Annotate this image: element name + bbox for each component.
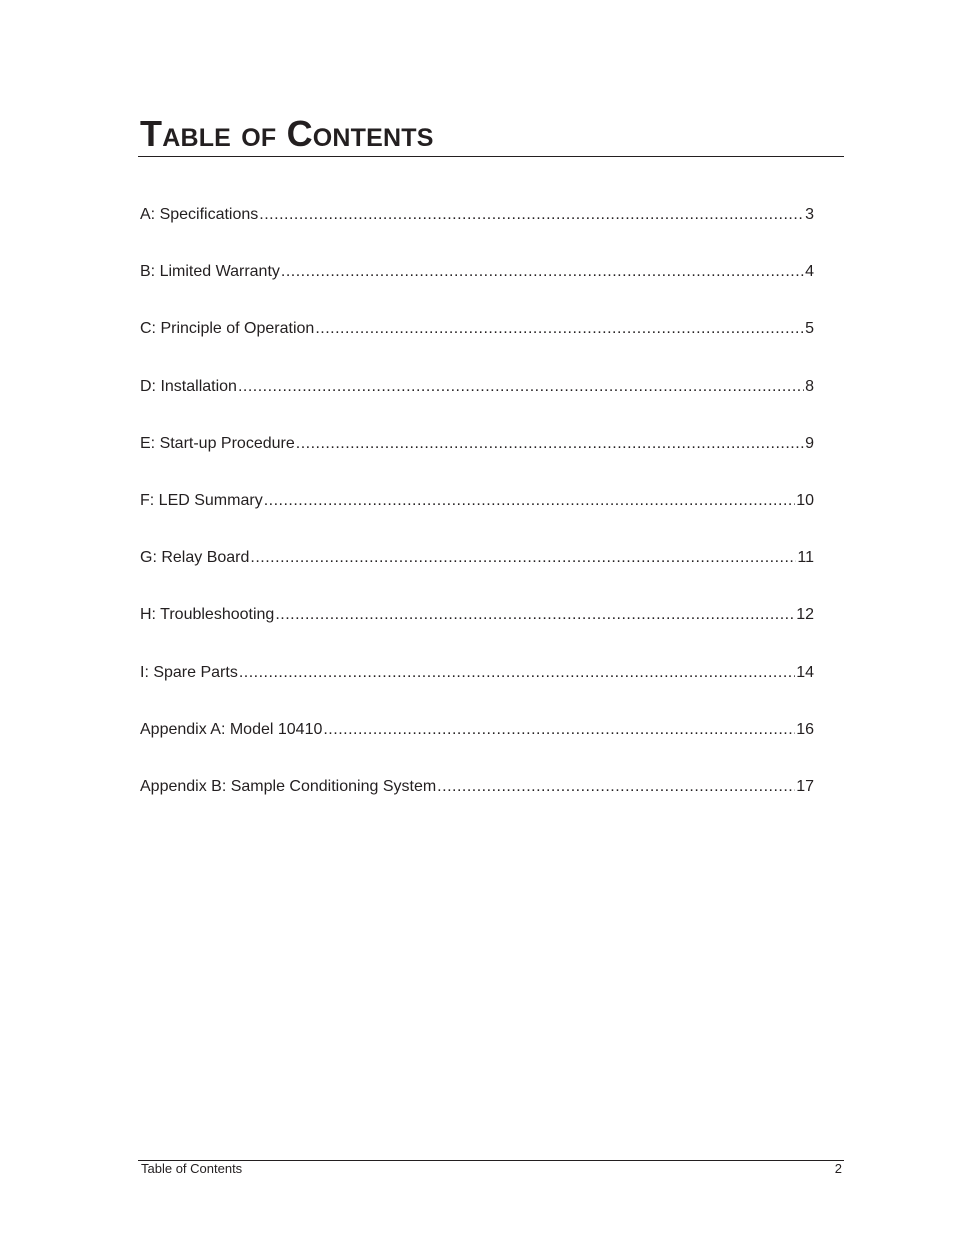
toc-entry-page: 5 [805,320,814,338]
toc-entry-page: 8 [805,377,814,395]
toc-entry-principle-of-operation[interactable] [140,315,814,372]
toc-entry-label: D: Installation [140,377,237,395]
toc-entry-label: G: Relay Board [140,549,250,567]
dot-leader [250,544,796,572]
toc-entry-page: 11 [797,549,814,567]
toc-entry-relay-board[interactable] [140,544,814,601]
toc-entry-label: I: Spare Parts [140,663,238,681]
footer-divider [138,1160,844,1161]
dot-leader [239,659,795,687]
toc-entry-label: Appendix B: Sample Conditioning System [140,777,437,795]
toc-entry-start-up-procedure[interactable] [140,430,814,487]
dot-leader [323,716,795,744]
dot-leader [238,373,804,401]
toc-entry-page: 3 [805,206,814,223]
toc-entry-spare-parts[interactable] [140,659,814,716]
toc-entry-appendix-b[interactable] [140,773,814,830]
toc-entry-label: C: Principle of Operation [140,320,315,338]
toc-entry-page: 9 [805,434,814,452]
page-title: Table of Contents [140,113,434,154]
dot-leader [275,601,795,629]
toc-entry-label: H: Troubleshooting [140,606,275,624]
dot-leader [281,258,804,286]
dot-leader [296,430,804,458]
toc-entry-page: 16 [796,720,814,738]
toc-entry-label: F: LED Summary [140,491,263,509]
toc-entry-specifications[interactable] [140,201,814,258]
dot-leader [437,773,795,801]
footer-page-number: 2 [834,1161,842,1176]
toc-entry-label: B: Limited Warranty [140,263,280,281]
toc-entry-led-summary[interactable] [140,487,814,544]
toc-entry-page: 14 [796,663,814,681]
title-divider [138,156,844,157]
toc-entry-appendix-a[interactable] [140,716,814,773]
toc-list [140,201,814,830]
toc-entry-installation[interactable] [140,373,814,430]
toc-entry-page: 4 [805,263,814,281]
toc-entry-troubleshooting[interactable] [140,601,814,658]
toc-entry-label: Appendix A: Model 10410 [140,720,323,738]
toc-entry-page: 17 [796,777,814,795]
toc-entry-label: E: Start-up Procedure [140,434,295,452]
dot-leader [259,201,804,229]
toc-entry-page: 10 [796,491,814,509]
footer-section-name: Table of Contents [141,1161,243,1176]
toc-entry-page: 12 [796,606,814,624]
dot-leader [315,315,804,343]
toc-entry-limited-warranty[interactable] [140,258,814,315]
toc-entry-label: A: Specifications [140,206,259,223]
dot-leader [264,487,796,515]
